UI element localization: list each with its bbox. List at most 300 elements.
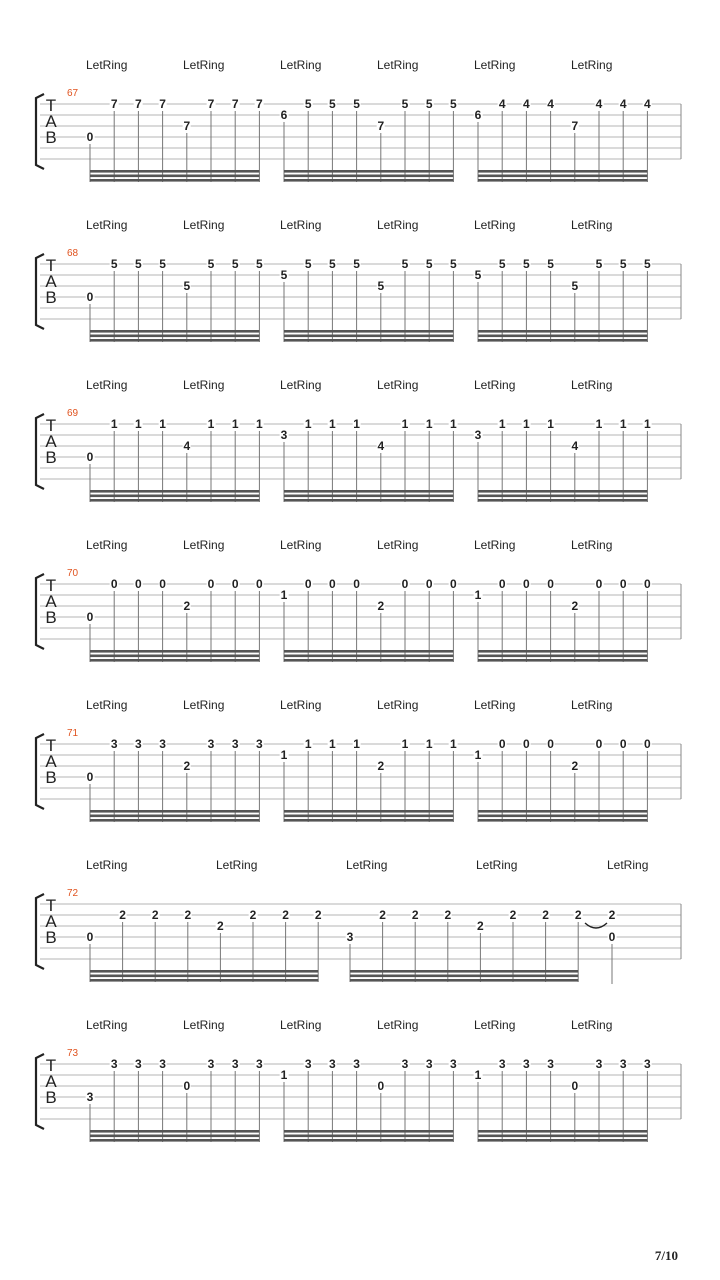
beam <box>284 815 453 818</box>
mid-note: 7 <box>571 119 579 133</box>
system-bracket <box>36 94 44 169</box>
treble-note: 0 <box>547 577 554 591</box>
let-ring-label: LetRing <box>571 378 613 392</box>
bass-note: 1 <box>280 1068 288 1082</box>
beam <box>90 499 259 502</box>
bass-note: 3 <box>346 930 354 944</box>
let-ring-label: LetRing <box>86 218 128 232</box>
treble-note: 5 <box>450 97 457 111</box>
treble-note: 0 <box>644 737 651 751</box>
tab-system <box>0 378 720 538</box>
beam <box>350 979 578 982</box>
treble-note: 3 <box>256 1057 263 1071</box>
let-ring-label: LetRing <box>377 538 419 552</box>
bass-note: 0 <box>86 290 94 304</box>
treble-note: 0 <box>304 577 312 591</box>
let-ring-label: LetRing <box>377 698 419 712</box>
treble-note: 1 <box>498 417 506 431</box>
final-bottom-note: 0 <box>608 930 616 944</box>
let-ring-label: LetRing <box>216 858 258 872</box>
treble-note: 5 <box>425 257 433 271</box>
tab-clef-letter: B <box>45 448 57 467</box>
treble-note: 3 <box>619 1057 627 1071</box>
treble-note: 0 <box>353 577 360 591</box>
treble-note: 5 <box>619 257 627 271</box>
treble-note: 1 <box>425 417 433 431</box>
tab-system <box>0 538 720 698</box>
treble-note: 3 <box>498 1057 506 1071</box>
treble-note: 3 <box>523 1057 530 1071</box>
measure-number: 69 <box>67 408 79 419</box>
beam <box>350 975 578 978</box>
treble-note: 0 <box>450 577 457 591</box>
treble-note: 1 <box>401 417 409 431</box>
let-ring-label: LetRing <box>571 218 613 232</box>
beam <box>284 495 453 498</box>
let-ring-label: LetRing <box>183 1018 225 1032</box>
mid-note: 2 <box>217 919 224 933</box>
mid-note: 0 <box>571 1079 579 1093</box>
treble-note: 1 <box>450 417 457 431</box>
mid-note: 2 <box>571 759 579 773</box>
treble-note: 5 <box>523 257 530 271</box>
treble-note: 3 <box>256 737 263 751</box>
tab-clef-letter: T <box>45 256 57 275</box>
let-ring-label: LetRing <box>474 218 516 232</box>
tab-clef-letter: T <box>45 416 57 435</box>
beam <box>478 650 647 653</box>
tab-staff <box>0 218 720 378</box>
mid-note: 5 <box>571 279 579 293</box>
let-ring-label: LetRing <box>377 58 419 72</box>
let-ring-label: LetRing <box>86 538 128 552</box>
beam <box>284 335 453 338</box>
beam <box>478 655 647 658</box>
measure-number: 67 <box>67 88 79 99</box>
treble-note: 1 <box>231 417 239 431</box>
treble-note: 3 <box>207 737 215 751</box>
let-ring-label: LetRing <box>377 378 419 392</box>
beam <box>478 810 647 813</box>
tab-staff <box>0 378 720 538</box>
treble-note: 1 <box>644 417 651 431</box>
let-ring-label: LetRing <box>183 698 225 712</box>
beam <box>90 175 259 178</box>
treble-note: 3 <box>353 1057 360 1071</box>
treble-note: 0 <box>619 737 627 751</box>
treble-note: 1 <box>523 417 530 431</box>
beam <box>284 1139 453 1142</box>
tab-clef-letter: A <box>45 1072 57 1091</box>
treble-note: 2 <box>542 908 549 922</box>
treble-note: 1 <box>401 737 409 751</box>
let-ring-label: LetRing <box>280 378 322 392</box>
treble-note: 3 <box>135 737 142 751</box>
treble-note: 4 <box>523 97 530 111</box>
treble-note: 1 <box>159 417 166 431</box>
beam <box>478 490 647 493</box>
system-bracket <box>36 414 44 489</box>
treble-note: 5 <box>304 97 312 111</box>
let-ring-label: LetRing <box>86 698 128 712</box>
treble-note: 3 <box>425 1057 433 1071</box>
bass-note: 0 <box>86 610 94 624</box>
treble-note: 7 <box>135 97 142 111</box>
treble-note: 2 <box>379 908 386 922</box>
treble-note: 5 <box>304 257 312 271</box>
bass-note: 6 <box>474 108 482 122</box>
beam <box>90 335 259 338</box>
beam <box>478 339 647 342</box>
let-ring-label: LetRing <box>183 218 225 232</box>
treble-note: 5 <box>547 257 554 271</box>
treble-note: 2 <box>314 908 322 922</box>
tab-clef-letter: T <box>45 736 57 755</box>
treble-note: 1 <box>304 417 312 431</box>
treble-note: 5 <box>329 97 336 111</box>
tab-system <box>0 218 720 378</box>
beam <box>284 330 453 333</box>
measure-number: 71 <box>67 728 79 739</box>
treble-note: 0 <box>644 577 651 591</box>
system-bracket <box>36 254 44 329</box>
let-ring-label: LetRing <box>474 698 516 712</box>
tab-clef-letter: T <box>45 96 57 115</box>
treble-note: 1 <box>329 417 336 431</box>
measure-number: 73 <box>67 1048 79 1059</box>
let-ring-label: LetRing <box>280 58 322 72</box>
let-ring-label: LetRing <box>571 538 613 552</box>
mid-note: 5 <box>377 279 385 293</box>
treble-note: 0 <box>135 577 142 591</box>
tab-clef-letter: A <box>45 592 57 611</box>
beam <box>90 650 259 653</box>
treble-note: 1 <box>110 417 118 431</box>
beam <box>90 815 259 818</box>
let-ring-label: LetRing <box>280 698 322 712</box>
treble-note: 3 <box>450 1057 457 1071</box>
treble-note: 5 <box>353 257 360 271</box>
tab-system <box>0 698 720 858</box>
beam <box>90 810 259 813</box>
beam <box>350 970 578 973</box>
bass-note: 5 <box>474 268 482 282</box>
treble-note: 0 <box>523 577 530 591</box>
treble-note: 7 <box>159 97 166 111</box>
tab-clef-letter: B <box>45 128 57 147</box>
treble-note: 0 <box>595 577 603 591</box>
measure-number: 68 <box>67 248 79 259</box>
treble-note: 3 <box>644 1057 651 1071</box>
tab-clef-letter: A <box>45 112 57 131</box>
let-ring-label: LetRing <box>280 1018 322 1032</box>
beam <box>284 659 453 662</box>
tab-clef-letter: B <box>45 288 57 307</box>
beam <box>90 1130 259 1133</box>
treble-note: 2 <box>282 908 289 922</box>
mid-note: 4 <box>377 439 385 453</box>
treble-note: 3 <box>207 1057 215 1071</box>
treble-note: 3 <box>547 1057 554 1071</box>
mid-note: 2 <box>183 759 191 773</box>
mid-note: 2 <box>183 599 191 613</box>
beam <box>90 819 259 822</box>
tab-system <box>0 858 720 1018</box>
treble-note: 0 <box>231 577 239 591</box>
tab-clef-letter: A <box>45 432 57 451</box>
treble-note: 2 <box>184 908 192 922</box>
system-bracket <box>36 734 44 809</box>
treble-note: 1 <box>207 417 215 431</box>
beam <box>478 179 647 182</box>
mid-note: 2 <box>377 759 385 773</box>
treble-note: 4 <box>644 97 651 111</box>
treble-note: 0 <box>498 577 506 591</box>
treble-note: 1 <box>450 737 457 751</box>
let-ring-label: LetRing <box>86 858 128 872</box>
beam <box>90 975 318 978</box>
let-ring-label: LetRing <box>571 698 613 712</box>
beam <box>284 499 453 502</box>
let-ring-label: LetRing <box>183 378 225 392</box>
let-ring-label: LetRing <box>86 58 128 72</box>
bass-note: 0 <box>86 450 94 464</box>
treble-note: 5 <box>450 257 457 271</box>
mid-note: 0 <box>377 1079 385 1093</box>
treble-note: 0 <box>207 577 215 591</box>
treble-note: 3 <box>159 737 166 751</box>
tab-system <box>0 1018 720 1178</box>
treble-note: 5 <box>644 257 651 271</box>
treble-note: 4 <box>619 97 627 111</box>
mid-note: 2 <box>477 919 484 933</box>
treble-note: 1 <box>135 417 142 431</box>
treble-note: 5 <box>256 257 263 271</box>
treble-note: 0 <box>401 577 409 591</box>
mid-note: 0 <box>183 1079 191 1093</box>
bass-note: 1 <box>280 748 288 762</box>
bass-note: 3 <box>86 1090 94 1104</box>
let-ring-label: LetRing <box>476 858 518 872</box>
mid-note: 7 <box>183 119 191 133</box>
tab-clef-letter: B <box>45 928 57 947</box>
treble-note: 1 <box>304 737 312 751</box>
mid-note: 2 <box>377 599 385 613</box>
beam <box>90 339 259 342</box>
bass-note: 1 <box>280 588 288 602</box>
bass-note: 1 <box>474 1068 482 1082</box>
system-bracket <box>36 894 44 969</box>
bass-note: 3 <box>280 428 288 442</box>
beam <box>90 330 259 333</box>
bass-note: 1 <box>474 588 482 602</box>
treble-note: 1 <box>595 417 603 431</box>
beam <box>90 1139 259 1142</box>
beam <box>90 655 259 658</box>
mid-note: 2 <box>571 599 579 613</box>
let-ring-label: LetRing <box>86 378 128 392</box>
beam <box>284 1130 453 1133</box>
measure-number: 72 <box>67 888 79 899</box>
final-top-note: 2 <box>608 908 616 922</box>
treble-note: 2 <box>574 908 582 922</box>
tab-staff <box>0 698 720 858</box>
treble-note: 5 <box>329 257 336 271</box>
system-bracket <box>36 1054 44 1129</box>
beam <box>90 979 318 982</box>
treble-note: 0 <box>425 577 433 591</box>
treble-note: 5 <box>110 257 118 271</box>
beam <box>478 1135 647 1138</box>
beam <box>90 970 318 973</box>
bass-note: 0 <box>86 770 94 784</box>
treble-note: 0 <box>159 577 166 591</box>
beam <box>284 810 453 813</box>
treble-note: 2 <box>249 908 257 922</box>
treble-note: 5 <box>498 257 506 271</box>
bass-note: 1 <box>474 748 482 762</box>
treble-note: 2 <box>151 908 159 922</box>
beam <box>284 1135 453 1138</box>
treble-note: 5 <box>207 257 215 271</box>
beam <box>478 330 647 333</box>
beam <box>90 170 259 173</box>
treble-note: 1 <box>353 417 360 431</box>
let-ring-label: LetRing <box>377 1018 419 1032</box>
bass-note: 3 <box>474 428 482 442</box>
treble-note: 5 <box>425 97 433 111</box>
page-number: 7/10 <box>654 1248 678 1263</box>
treble-note: 4 <box>498 97 506 111</box>
treble-note: 0 <box>329 577 336 591</box>
beam <box>284 650 453 653</box>
treble-note: 3 <box>110 1057 118 1071</box>
treble-note: 7 <box>110 97 118 111</box>
system-bracket <box>36 574 44 649</box>
beam <box>284 490 453 493</box>
let-ring-label: LetRing <box>474 378 516 392</box>
treble-note: 5 <box>231 257 239 271</box>
treble-note: 3 <box>595 1057 603 1071</box>
beam <box>478 170 647 173</box>
beam <box>478 495 647 498</box>
treble-note: 3 <box>304 1057 312 1071</box>
tab-clef-letter: T <box>45 576 57 595</box>
treble-note: 0 <box>110 577 118 591</box>
beam <box>90 179 259 182</box>
treble-note: 0 <box>619 577 627 591</box>
treble-note: 1 <box>547 417 554 431</box>
beam <box>478 335 647 338</box>
let-ring-label: LetRing <box>571 1018 613 1032</box>
beam <box>90 495 259 498</box>
let-ring-label: LetRing <box>571 58 613 72</box>
tab-staff <box>0 58 720 218</box>
tab-clef-letter: T <box>45 896 57 915</box>
tab-clef-letter: B <box>45 608 57 627</box>
tab-clef-letter: B <box>45 1088 57 1107</box>
beam <box>478 1130 647 1133</box>
let-ring-label: LetRing <box>346 858 388 872</box>
beam <box>284 170 453 173</box>
treble-note: 1 <box>256 417 263 431</box>
treble-note: 7 <box>256 97 263 111</box>
tab-clef-letter: A <box>45 272 57 291</box>
let-ring-label: LetRing <box>183 58 225 72</box>
let-ring-label: LetRing <box>474 1018 516 1032</box>
treble-note: 7 <box>231 97 239 111</box>
mid-note: 4 <box>183 439 191 453</box>
treble-note: 5 <box>353 97 360 111</box>
tab-system <box>0 58 720 218</box>
treble-note: 1 <box>619 417 627 431</box>
treble-note: 2 <box>509 908 517 922</box>
let-ring-label: LetRing <box>474 58 516 72</box>
mid-note: 4 <box>571 439 579 453</box>
treble-note: 5 <box>595 257 603 271</box>
treble-note: 5 <box>401 97 409 111</box>
beam <box>478 1139 647 1142</box>
tab-clef-letter: A <box>45 752 57 771</box>
let-ring-label: LetRing <box>280 218 322 232</box>
treble-note: 3 <box>329 1057 336 1071</box>
treble-note: 4 <box>595 97 603 111</box>
treble-note: 3 <box>135 1057 142 1071</box>
beam <box>284 175 453 178</box>
treble-note: 5 <box>401 257 409 271</box>
treble-note: 1 <box>425 737 433 751</box>
treble-note: 3 <box>159 1057 166 1071</box>
treble-note: 2 <box>444 908 452 922</box>
treble-note: 2 <box>411 908 419 922</box>
mid-note: 7 <box>377 119 385 133</box>
beam <box>478 659 647 662</box>
tab-staff <box>0 1018 720 1178</box>
bass-note: 6 <box>280 108 288 122</box>
treble-note: 5 <box>159 257 166 271</box>
treble-note: 4 <box>547 97 554 111</box>
treble-note: 0 <box>498 737 506 751</box>
treble-note: 0 <box>523 737 530 751</box>
beam <box>284 655 453 658</box>
treble-note: 0 <box>256 577 263 591</box>
tab-staff <box>0 538 720 698</box>
tab-clef-letter: B <box>45 768 57 787</box>
tab-clef-letter: T <box>45 1056 57 1075</box>
let-ring-label: LetRing <box>280 538 322 552</box>
treble-note: 3 <box>231 737 239 751</box>
let-ring-label: LetRing <box>183 538 225 552</box>
beam <box>90 1135 259 1138</box>
beam <box>284 179 453 182</box>
let-ring-label: LetRing <box>474 538 516 552</box>
treble-note: 3 <box>401 1057 409 1071</box>
beam <box>90 490 259 493</box>
measure-number: 70 <box>67 568 79 579</box>
bass-note: 0 <box>86 930 94 944</box>
let-ring-label: LetRing <box>377 218 419 232</box>
beam <box>478 819 647 822</box>
treble-note: 0 <box>547 737 554 751</box>
treble-note: 2 <box>119 908 126 922</box>
treble-note: 3 <box>110 737 118 751</box>
bass-note: 5 <box>280 268 288 282</box>
treble-note: 1 <box>329 737 336 751</box>
beam <box>478 175 647 178</box>
treble-note: 7 <box>207 97 215 111</box>
treble-note: 0 <box>595 737 603 751</box>
mid-note: 5 <box>183 279 191 293</box>
